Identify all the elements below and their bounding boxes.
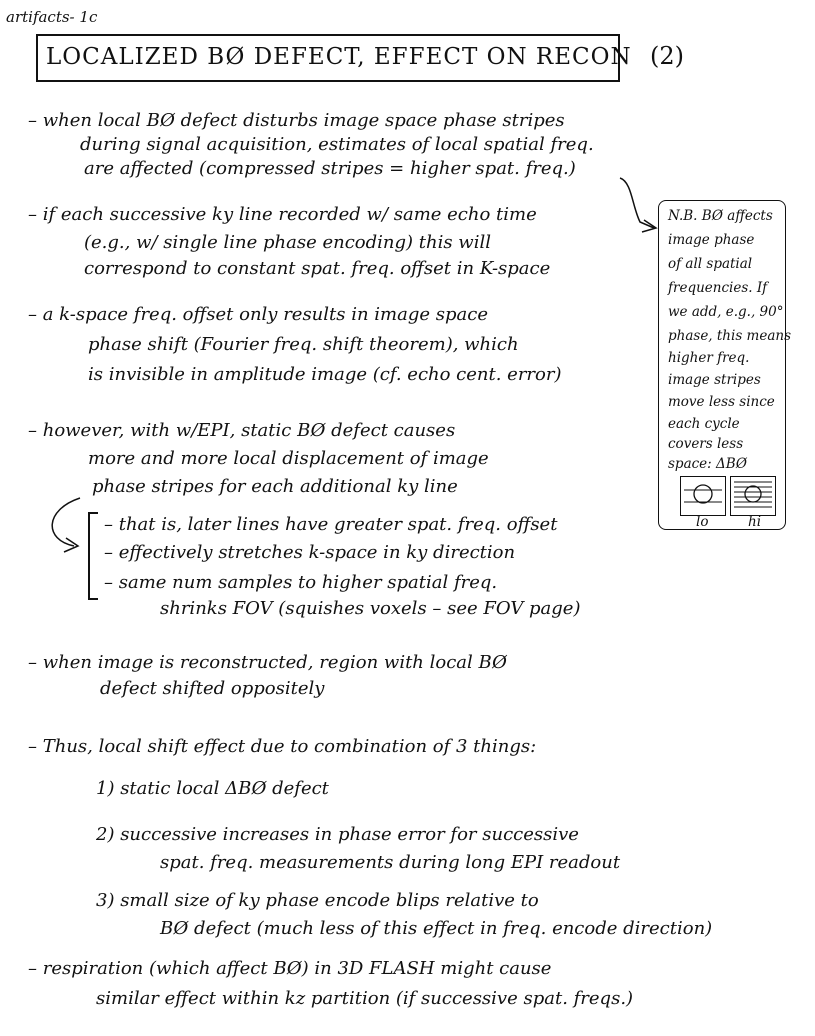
note-line: – respiration (which affect BØ) in 3D FLASH might cause bbox=[28, 958, 552, 979]
sidebar-line: we add, e.g., 90° bbox=[668, 304, 784, 320]
note-line: – a k-space freq. offset only results in image space bbox=[28, 304, 488, 325]
note-line: – same num samples to higher spatial freq. bbox=[104, 572, 498, 593]
page-tag: artifacts- 1c bbox=[6, 8, 98, 26]
note-line: phase shift (Fourier freq. shift theorem), which bbox=[88, 334, 519, 355]
sidebar-line: of all spatial bbox=[668, 256, 753, 272]
note-line: (e.g., w/ single line phase encoding) this will bbox=[84, 232, 491, 253]
page-title: LOCALIZED BØ DEFECT, EFFECT ON RECON bbox=[46, 44, 632, 70]
note-line: defect shifted oppositely bbox=[100, 678, 325, 699]
sidebar-line: N.B. BØ affects bbox=[668, 208, 773, 224]
note-line: more and more local displacement of image bbox=[88, 448, 489, 469]
hi-circle bbox=[745, 486, 761, 502]
note-line: – that is, later lines have greater spat. freq. offset bbox=[104, 514, 558, 535]
sidebar-line: higher freq. bbox=[668, 350, 750, 366]
note-line: is invisible in amplitude image (cf. echo cent. error) bbox=[88, 364, 562, 385]
sidebar-line: space: ΔBØ bbox=[668, 456, 747, 472]
sidebar-line: image stripes bbox=[668, 372, 761, 388]
sidebar-line: phase, this means bbox=[668, 328, 792, 344]
note-line: – however, with w/EPI, static BØ defect causes bbox=[28, 420, 456, 441]
arrow-to-sidebar bbox=[620, 178, 654, 228]
note-line: spat. freq. measurements during long EPI readout bbox=[160, 852, 621, 873]
note-line: 1) static local ΔBØ defect bbox=[96, 778, 329, 799]
note-line: – if each successive ky line recorded w/ same echo time bbox=[28, 204, 537, 225]
sidebar-label-hi: hi bbox=[748, 514, 762, 530]
note-line: 2) successive increases in phase error for successive bbox=[96, 824, 579, 845]
lo-circle bbox=[694, 485, 712, 503]
note-line: shrinks FOV (squishes voxels – see FOV page) bbox=[160, 598, 581, 619]
note-line: during signal acquisition, estimates of local spatial freq. bbox=[80, 134, 594, 155]
note-line: phase stripes for each additional ky line bbox=[92, 476, 458, 497]
note-line: correspond to constant spat. freq. offset in K-space bbox=[84, 258, 551, 279]
sidebar-line: frequencies. If bbox=[668, 280, 768, 296]
note-line: BØ defect (much less of this effect in freq. encode direction) bbox=[160, 918, 713, 939]
sidebar-line: covers less bbox=[668, 436, 744, 452]
page-number: (2) bbox=[650, 42, 684, 70]
sidebar-line: image phase bbox=[668, 232, 755, 248]
note-line: – when local BØ defect disturbs image space phase stripes bbox=[28, 110, 565, 131]
sidebar-label-lo: lo bbox=[696, 514, 709, 530]
note-line: similar effect within kz partition (if successive spat. freqs.) bbox=[96, 988, 634, 1009]
sidebar-line: each cycle bbox=[668, 416, 740, 432]
note-line: are affected (compressed stripes = higher spat. freq.) bbox=[84, 158, 576, 179]
note-line: – Thus, local shift effect due to combination of 3 things: bbox=[28, 736, 537, 757]
note-line: – effectively stretches k-space in ky direction bbox=[104, 542, 516, 563]
sidebar-line: move less since bbox=[668, 394, 775, 410]
note-line: 3) small size of ky phase encode blips relative to bbox=[96, 890, 539, 911]
note-line: – when image is reconstructed, region with local BØ bbox=[28, 652, 507, 673]
